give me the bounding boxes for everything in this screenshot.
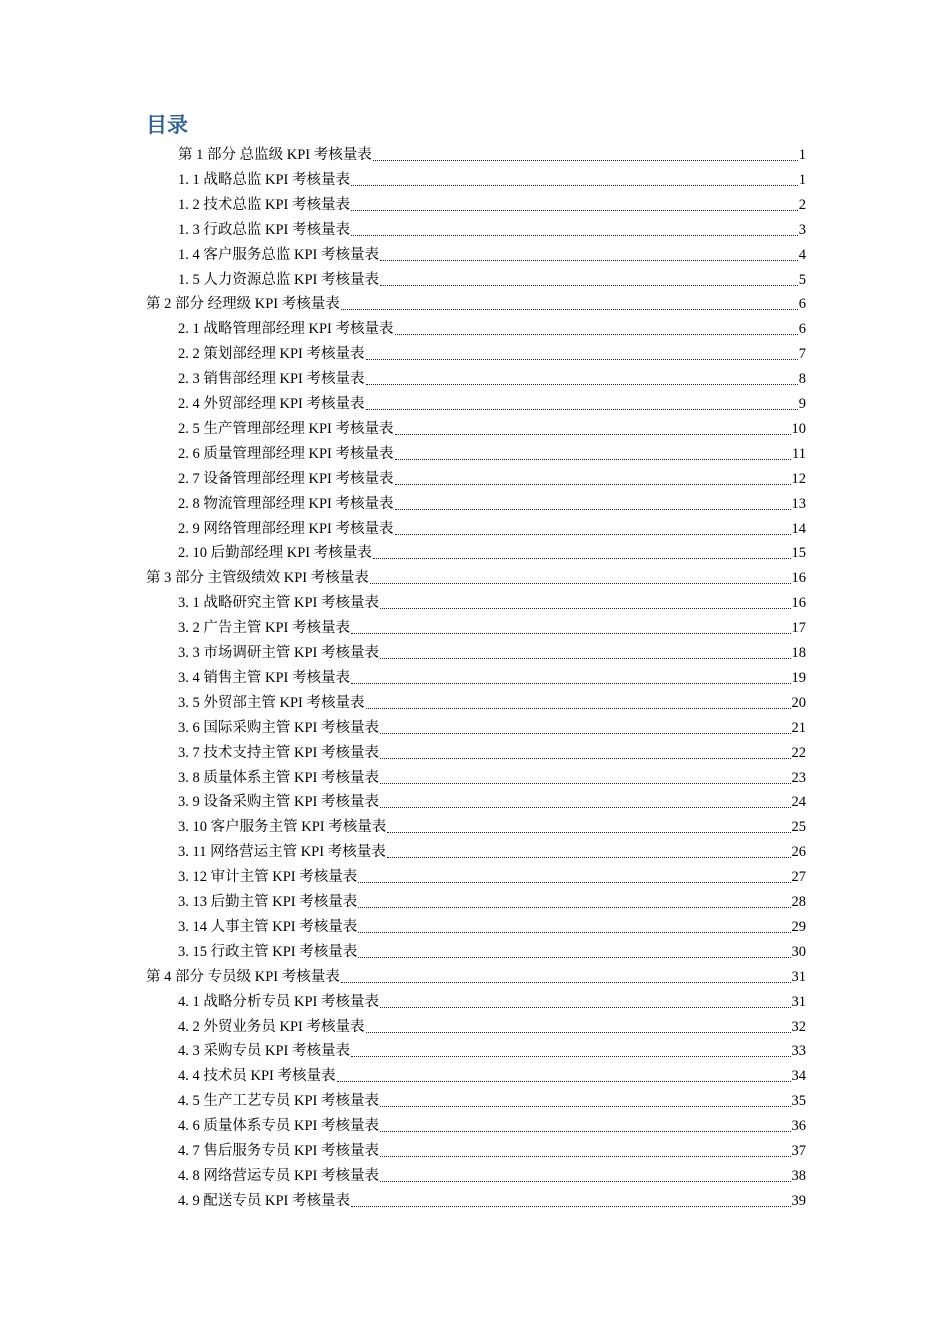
toc-entry[interactable]: [178, 365, 806, 390]
toc-dot-leader: [373, 558, 791, 559]
toc-entry-label: 4. 9 配送专员 KPI 考核量表: [178, 1192, 350, 1209]
toc-entry-page-number: 3: [798, 221, 806, 238]
toc-dot-leader: [358, 932, 790, 933]
toc-entry-label: 2. 4 外贸部经理 KPI 考核量表: [178, 396, 365, 412]
toc-entry[interactable]: [178, 838, 806, 863]
toc-dot-leader: [380, 1131, 791, 1132]
toc-entry-page-number: 32: [791, 1018, 806, 1035]
toc-entry[interactable]: [146, 564, 806, 589]
toc-entry-page-number: 35: [791, 1093, 806, 1110]
toc-entry[interactable]: [178, 988, 806, 1013]
toc-entry-page-number: 7: [798, 346, 806, 363]
toc-entry-page-number: 12: [791, 470, 806, 487]
toc-entry-label: 4. 7 售后服务专员 KPI 考核量表: [178, 1143, 379, 1159]
toc-entry-page-number: 2: [798, 196, 806, 213]
toc-entry-page-number: 38: [791, 1167, 806, 1184]
toc-entry-label: 第 2 部分 经理级 KPI 考核量表: [146, 296, 340, 313]
toc-entry-label: 2. 7 设备管理部经理 KPI 考核量表: [178, 470, 394, 487]
toc-dot-leader: [380, 733, 791, 734]
toc-entry-label: 4. 2 外贸业务员 KPI 考核量表: [178, 1018, 365, 1035]
toc-dot-leader: [351, 1206, 791, 1207]
toc-entry-label: 2. 9 网络管理部经理 KPI 考核量表: [178, 520, 394, 537]
toc-entry-label: 3. 2 广告主管 KPI 考核量表: [178, 620, 350, 637]
toc-dot-leader: [395, 334, 798, 335]
toc-entry-page-number: 17: [791, 620, 806, 637]
toc-entry-label: 3. 12 审计主管 KPI 考核量表: [178, 869, 358, 886]
toc-entry-label: 4. 4 技术员 KPI 考核量表: [178, 1068, 336, 1085]
toc-dot-leader: [366, 384, 798, 385]
toc-dot-leader: [366, 1032, 791, 1033]
toc-entry-page-number: 39: [791, 1192, 806, 1209]
toc-dot-leader: [358, 882, 790, 883]
toc-entry-label: 3. 14 人事主管 KPI 考核量表: [178, 918, 358, 935]
toc-entry-label: 3. 7 技术支持主管 KPI 考核量表: [178, 744, 379, 761]
toc-entry-label: 3. 1 战略研究主管 KPI 考核量表: [178, 595, 379, 612]
toc-entry-page-number: 36: [791, 1118, 806, 1135]
toc-dot-leader: [351, 1056, 791, 1057]
toc-entry[interactable]: [178, 1037, 806, 1062]
toc-entry[interactable]: [178, 938, 806, 963]
toc-dot-leader: [380, 285, 798, 286]
toc-dot-leader: [366, 708, 791, 709]
toc-entry[interactable]: [178, 1162, 806, 1187]
toc-entry[interactable]: [178, 888, 806, 913]
toc-entry-page-number: 13: [791, 495, 806, 512]
toc-entry[interactable]: [178, 863, 806, 888]
toc-dot-leader: [351, 210, 798, 211]
toc-dot-leader: [358, 957, 790, 958]
toc-entry-label: 3. 3 市场调研主管 KPI 考核量表: [178, 645, 379, 661]
toc-entry[interactable]: [178, 1137, 806, 1162]
toc-entry-page-number: 28: [791, 894, 806, 910]
toc-entry-label: 第 3 部分 主管级绩效 KPI 考核量表: [146, 570, 369, 587]
toc-entry-label: 3. 6 国际采购主管 KPI 考核量表: [178, 719, 379, 736]
toc-entry-label: 3. 4 销售主管 KPI 考核量表: [178, 669, 350, 686]
toc-entry-page-number: 6: [798, 296, 806, 313]
toc-entry[interactable]: [178, 266, 806, 291]
toc-dot-leader: [380, 783, 791, 784]
toc-entry-page-number: 15: [791, 545, 806, 562]
toc-entry-page-number: 1: [798, 171, 806, 188]
toc-entry[interactable]: [178, 1112, 806, 1137]
toc-entry[interactable]: [178, 415, 806, 440]
toc-entry-page-number: 5: [798, 271, 806, 288]
toc-dot-leader: [387, 857, 791, 858]
toc-entry[interactable]: [178, 813, 806, 838]
toc-entry[interactable]: [178, 1062, 806, 1087]
toc-entry-page-number: 26: [791, 844, 806, 861]
toc-entry-label: 3. 9 设备采购主管 KPI 考核量表: [178, 794, 379, 811]
toc-entry[interactable]: [178, 490, 806, 515]
toc-dot-leader: [395, 434, 791, 435]
toc-entry[interactable]: [178, 390, 806, 415]
toc-entry-label: 4. 6 质量体系专员 KPI 考核量表: [178, 1118, 379, 1135]
toc-dot-leader: [380, 1106, 791, 1107]
toc-entry-page-number: 25: [791, 819, 806, 836]
toc-dot-leader: [351, 633, 791, 634]
toc-entry-page-number: 37: [791, 1143, 806, 1159]
toc-entry-page-number: 23: [791, 769, 806, 786]
toc-entry-page-number: 4: [798, 246, 806, 263]
toc-entry[interactable]: [178, 515, 806, 540]
toc-dot-leader: [366, 409, 798, 410]
toc-entry-page-number: 16: [791, 570, 806, 587]
toc-entry-page-number: 8: [798, 371, 806, 388]
toc-entry[interactable]: [178, 589, 806, 614]
toc-dot-leader: [380, 1007, 791, 1008]
toc-dot-leader: [380, 807, 791, 808]
toc-entry[interactable]: [178, 216, 806, 241]
toc-entry-page-number: 31: [791, 993, 806, 1010]
toc-entry[interactable]: [178, 191, 806, 216]
toc-dot-leader: [351, 185, 798, 186]
toc-entry[interactable]: [178, 315, 806, 340]
toc-entry-label: 4. 5 生产工艺专员 KPI 考核量表: [178, 1093, 379, 1110]
toc-entry-label: 3. 11 网络营运主管 KPI 考核量表: [178, 844, 386, 861]
toc-entry-label: 1. 5 人力资源总监 KPI 考核量表: [178, 271, 379, 288]
toc-dot-leader: [337, 1081, 791, 1082]
toc-entry[interactable]: [178, 465, 806, 490]
toc-entry-page-number: 22: [791, 744, 806, 761]
toc-entry-label: 2. 10 后勤部经理 KPI 考核量表: [178, 545, 372, 562]
toc-entry[interactable]: [178, 689, 806, 714]
toc-entry[interactable]: [178, 1087, 806, 1112]
toc-entry-label: 1. 1 战略总监 KPI 考核量表: [178, 171, 350, 188]
toc-entry[interactable]: [178, 764, 806, 789]
toc-dot-leader: [380, 1156, 791, 1157]
toc-dot-leader: [366, 359, 798, 360]
toc-entry-page-number: 21: [791, 719, 806, 736]
toc-entry-label: 3. 8 质量体系主管 KPI 考核量表: [178, 769, 379, 786]
toc-entry-page-number: 27: [791, 869, 806, 886]
toc-entry-label: 3. 10 客户服务主管 KPI 考核量表: [178, 819, 387, 836]
toc-entry[interactable]: [178, 664, 806, 689]
toc-entry-page-number: 30: [791, 943, 806, 960]
toc-entry-label: 3. 13 后勤主管 KPI 考核量表: [178, 894, 358, 910]
toc-dot-leader: [380, 758, 791, 759]
toc-entry-page-number: 9: [798, 396, 806, 412]
toc-entry-page-number: 33: [791, 1043, 806, 1060]
toc-entry-label: 2. 1 战略管理部经理 KPI 考核量表: [178, 321, 394, 338]
toc-entry-page-number: 11: [792, 445, 806, 462]
toc-entry-label: 3. 5 外贸部主管 KPI 考核量表: [178, 694, 365, 711]
toc-entry-label: 第 1 部分 总监级 KPI 考核量表: [178, 147, 372, 163]
toc-entry-page-number: 19: [791, 669, 806, 686]
toc-dot-leader: [341, 982, 791, 983]
toc-entry[interactable]: [146, 963, 806, 988]
toc-entry[interactable]: [178, 714, 806, 739]
toc-dot-leader: [395, 534, 791, 535]
toc-entry-page-number: 10: [791, 420, 806, 437]
toc-dot-leader: [380, 658, 791, 659]
toc-entry-label: 3. 15 行政主管 KPI 考核量表: [178, 943, 358, 960]
toc-entry[interactable]: [178, 788, 806, 813]
toc-entry[interactable]: [178, 1013, 806, 1038]
toc-entry[interactable]: [178, 340, 806, 365]
toc-dot-leader: [380, 1181, 791, 1182]
toc-entry[interactable]: [178, 739, 806, 764]
toc-entry-page-number: 14: [791, 520, 806, 537]
toc-entry-label: 2. 6 质量管理部经理 KPI 考核量表: [178, 445, 394, 462]
toc-entry-page-number: 1: [798, 147, 806, 163]
toc-dot-leader: [387, 832, 790, 833]
toc-entry-label: 1. 4 客户服务总监 KPI 考核量表: [178, 246, 379, 263]
toc-entry-page-number: 24: [791, 794, 806, 811]
toc-entry[interactable]: [146, 290, 806, 315]
toc-entry-label: 第 4 部分 专员级 KPI 考核量表: [146, 968, 340, 985]
toc-entry-label: 2. 2 策划部经理 KPI 考核量表: [178, 346, 365, 363]
toc-entry-label: 4. 3 采购专员 KPI 考核量表: [178, 1043, 350, 1060]
toc-entry[interactable]: [178, 440, 806, 465]
toc-entry-label: 1. 2 技术总监 KPI 考核量表: [178, 196, 350, 213]
toc-dot-leader: [380, 608, 791, 609]
toc-entry-page-number: 18: [791, 645, 806, 661]
toc-entry-label: 2. 5 生产管理部经理 KPI 考核量表: [178, 420, 394, 437]
toc-entry[interactable]: [178, 141, 806, 166]
toc-entry[interactable]: [178, 241, 806, 266]
toc-entry-label: 2. 8 物流管理部经理 KPI 考核量表: [178, 495, 394, 512]
toc-dot-leader: [395, 484, 791, 485]
toc-entry-page-number: 20: [791, 694, 806, 711]
toc-entry-label: 2. 3 销售部经理 KPI 考核量表: [178, 371, 365, 388]
toc-entry[interactable]: [178, 539, 806, 564]
toc-entry-page-number: 29: [791, 918, 806, 935]
toc-title: 目录: [146, 113, 188, 137]
toc-dot-leader: [358, 907, 790, 908]
toc-entry[interactable]: [178, 166, 806, 191]
toc-dot-leader: [341, 309, 798, 310]
toc-dot-leader: [395, 509, 791, 510]
toc-dot-leader: [351, 235, 798, 236]
toc-entry[interactable]: [178, 639, 806, 664]
toc-entry-page-number: 31: [791, 968, 806, 985]
toc-entry[interactable]: [178, 913, 806, 938]
toc-dot-leader: [370, 583, 791, 584]
toc-entry-label: 4. 8 网络营运专员 KPI 考核量表: [178, 1167, 379, 1184]
toc-entry[interactable]: [178, 1187, 806, 1212]
toc-entry-page-number: 6: [798, 321, 806, 338]
toc-entry-label: 4. 1 战略分析专员 KPI 考核量表: [178, 993, 379, 1010]
toc-dot-leader: [373, 160, 798, 161]
toc-entry-page-number: 16: [791, 595, 806, 612]
toc-dot-leader: [380, 260, 798, 261]
toc-dot-leader: [351, 683, 791, 684]
toc-entry[interactable]: [178, 614, 806, 639]
toc-entry-label: 1. 3 行政总监 KPI 考核量表: [178, 221, 350, 238]
toc-entry-page-number: 34: [791, 1068, 806, 1085]
toc-dot-leader: [395, 459, 792, 460]
